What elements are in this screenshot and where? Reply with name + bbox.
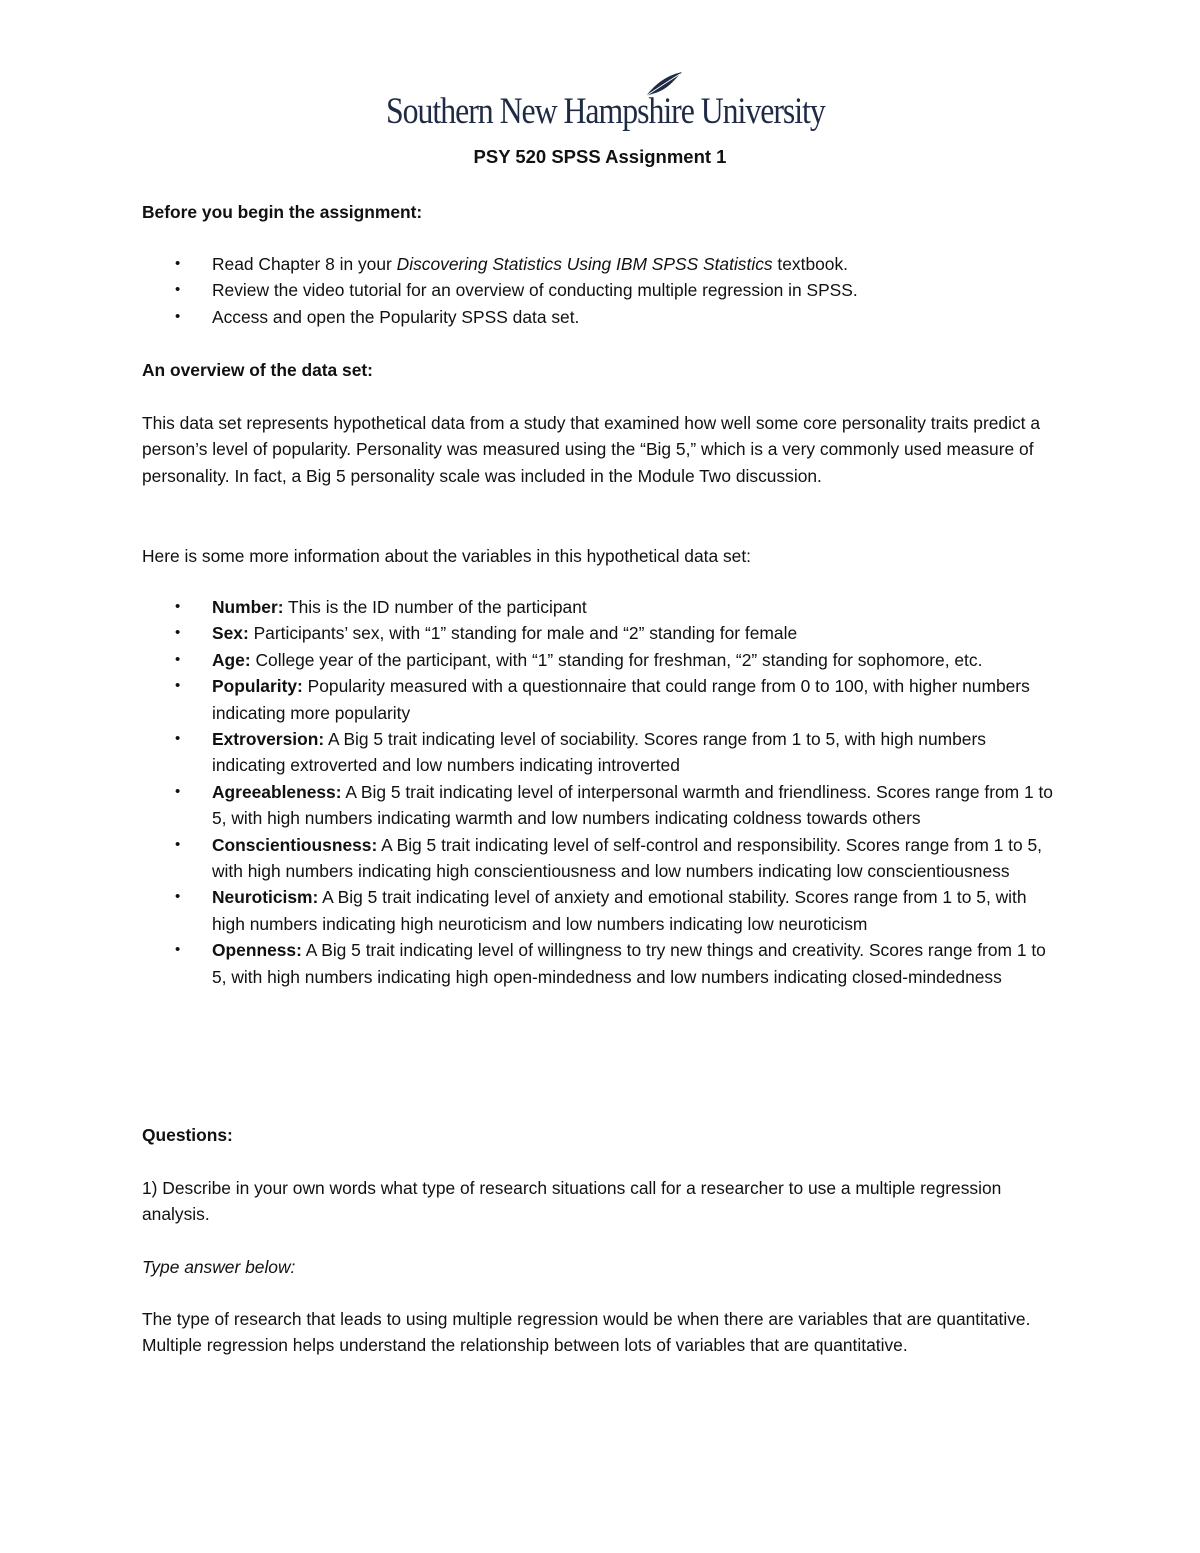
variable-term: Sex:: [212, 623, 249, 644]
university-logo: [386, 66, 826, 136]
variable-term: Neuroticism:: [212, 887, 319, 908]
bullet-icon: •: [175, 281, 181, 299]
variable-term: Conscientiousness:: [212, 834, 378, 855]
variables-list: [142, 594, 1062, 990]
before-list: [142, 251, 858, 330]
textbook-title: Discovering Statistics Using IBM SPSS Statistics: [396, 254, 773, 274]
answer-prompt: Type answer below:: [142, 1257, 296, 1277]
list-item: [142, 304, 858, 330]
variable-term: Extroversion:: [212, 729, 325, 750]
questions-heading: Questions:: [142, 1125, 233, 1145]
variable-term: Openness:: [212, 940, 302, 961]
bullet-icon: •: [175, 650, 181, 668]
variable-desc: A Big 5 trait indicating level of willingness to try new things and creativity. Scores range from 1 to 5, with high numbers indicating high open-mindedness and low numbers indicating closed-mindedness: [212, 940, 1046, 987]
list-item: [142, 647, 1062, 673]
variable-term: Age:: [212, 649, 251, 670]
bullet-icon: •: [175, 307, 181, 325]
list-item: [142, 673, 1062, 726]
variable-desc: A Big 5 trait indicating level of self-control and responsibility. Scores range from 1 to 5, with high numbers indicating high conscientiousness and low numbers indicating low conscientiousness: [212, 834, 1042, 882]
overview-heading: An overview of the data set:: [142, 360, 373, 380]
before-heading: Before you begin the assignment:: [142, 202, 423, 222]
bullet-icon: •: [175, 888, 181, 906]
variable-desc: College year of the participant, with “1” standing for freshman, “2” standing for sophomore, etc.: [250, 649, 983, 670]
variable-desc: This is the ID number of the participant: [283, 597, 587, 617]
overview-paragraph: This data set represents hypothetical data from a study that examined how well some core personality traits predict a person’s level of popularity. Personality was measured using the “Big 5,” which is a very commonly used measure of personality. In fact, a Big 5 personality scale was included in the Module Two discussion.: [142, 413, 1040, 486]
list-item: [142, 594, 1062, 620]
bullet-icon: •: [175, 835, 181, 853]
variable-term: Popularity:: [212, 676, 303, 697]
variable-desc: A Big 5 trait indicating level of sociability. Scores range from 1 to 5, with high numbers indicating extroverted and low numbers indicating introverted: [212, 729, 986, 776]
bullet-icon: •: [175, 941, 181, 959]
list-item: [142, 251, 858, 277]
list-item: [142, 937, 1062, 990]
logo-wordmark: Southern New Hampshire University: [386, 91, 825, 132]
question-1: 1) Describe in your own words what type of research situations call for a researcher to use a multiple regression analysis.: [142, 1178, 1002, 1225]
item-text: Access and open the Popularity SPSS data set.: [212, 306, 580, 327]
variable-desc: A Big 5 trait indicating level of anxiety and emotional stability. Scores range from 1 to 5, with high numbers indicating high neuroticism and low numbers indicating low neuroticism: [212, 887, 1027, 934]
list-item: [142, 832, 1062, 885]
bullet-icon: •: [175, 255, 181, 272]
variable-term: Number:: [212, 597, 284, 617]
list-item: [142, 726, 1062, 779]
bullet-icon: •: [175, 624, 181, 642]
answer-text: The type of research that leads to using multiple regression would be when there are variables that are quantitative. Multiple regression helps understand the relationship between lots of variables that are quantitative.: [142, 1309, 1031, 1356]
bullet-icon: •: [175, 782, 181, 800]
variable-term: Agreeableness:: [212, 781, 342, 802]
bullet-icon: •: [175, 598, 181, 615]
variable-desc: A Big 5 trait indicating level of interpersonal warmth and friendliness. Scores range from 1 to 5, with high numbers indicating warmth and low numbers indicating coldness towards others: [212, 781, 1053, 829]
item-text: textbook.: [772, 254, 848, 274]
bullet-icon: •: [175, 730, 181, 748]
variable-desc: Popularity measured with a questionnaire that could range from 0 to 100, with higher numbers indicating more popularity: [212, 676, 1030, 723]
list-item: [142, 277, 858, 303]
item-text: Review the video tutorial for an overview of conducting multiple regression in SPSS.: [212, 280, 858, 301]
variables-intro: Here is some more information about the variables in this hypothetical data set:: [142, 546, 751, 566]
item-text: Read Chapter 8 in your: [212, 254, 397, 274]
bullet-icon: •: [175, 677, 181, 695]
variable-desc: Participants’ sex, with “1” standing for male and “2” standing for female: [248, 623, 798, 644]
page-title: PSY 520 SPSS Assignment 1: [473, 146, 727, 167]
list-item: [142, 779, 1062, 832]
list-item: [142, 620, 1062, 646]
list-item: [142, 884, 1062, 937]
